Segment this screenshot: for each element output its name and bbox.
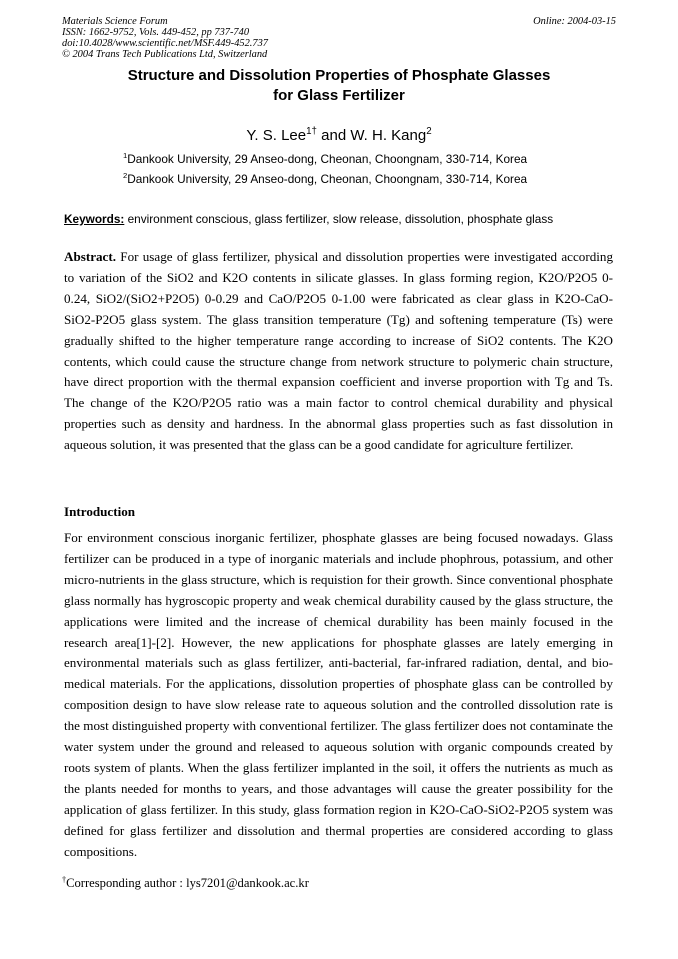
affiliation-1-sup: 1 xyxy=(123,151,128,161)
footnote-text: Corresponding author : lys7201@dankook.ac.kr xyxy=(66,876,309,890)
keywords-label: Keywords: xyxy=(64,212,125,226)
affiliation-2-sup: 2 xyxy=(123,171,128,181)
author-2-sup: 2 xyxy=(426,126,432,137)
affiliation-1 xyxy=(123,152,527,166)
affiliation-2-text: Dankook University, 29 Anseo-dong, Cheonan, Choongnam, 330-714, Korea xyxy=(127,172,528,186)
abstract-label: Abstract. xyxy=(64,249,116,264)
online-date: Online: 2004-03-15 xyxy=(533,16,616,27)
keywords xyxy=(64,212,553,226)
title-line-1: Structure and Dissolution Properties of Phosphate Glasses xyxy=(127,67,551,84)
keywords-text: environment conscious, glass fertilizer, slow release, dissolution, phosphate glass xyxy=(124,212,554,226)
author-2: and W. H. Kang xyxy=(316,127,427,144)
journal-name: Materials Science Forum xyxy=(62,16,168,27)
footnote xyxy=(62,876,309,891)
doi-line: doi:10.4028/www.scientific.net/MSF.449-452.737 xyxy=(62,38,268,49)
abstract-text: For usage of glass fertilizer, physical and dissolution properties were investigated according to variation of the SiO2 and K2O contents in silicate glasses. In glass forming region, K2O/P2O5 0-0.24, SiO2/(SiO2+P2O5) 0-0.29 and CaO/P2O5 0-1.00 were fabricated as clear glass in K2O-CaO-SiO2-P2O5 glass system. The glass transition temperature (Tg) and softening temperature (Ts) were gradually shifted to the higher temperature range according to increase of SiO2 contents. The K2O contents, which could cause the structure change from network structure to polymeric chain structure, have direct proportion with the thermal expansion coefficient and inverse proportion with Tg and Ts. The change of the K2O/P2O5 ratio was a main factor to control chemical durability and physical properties such as density and hardness. In the abnormal glass properties such as fast dissolution in aqueous solution, it was presented that the glass can be a good candidate for agriculture fertilizer. xyxy=(64,249,613,453)
affiliation-2 xyxy=(123,172,527,186)
authors xyxy=(60,127,618,144)
copyright-line: © 2004 Trans Tech Publications Ltd, Switzerland xyxy=(62,49,268,60)
footnote-mark: † xyxy=(62,874,67,884)
affiliation-1-text: Dankook University, 29 Anseo-dong, Cheonan, Choongnam, 330-714, Korea xyxy=(127,152,528,166)
abstract xyxy=(64,247,613,456)
introduction-text: For environment conscious inorganic fertilizer, phosphate glasses are being focused nowadays. Glass fertilizer can be produced in a type of inorganic materials and include phophrous, potassium, and other micro-nutrients in the glass structure, which is requistion for their growth. Since conventional phosphate glass normally has hygroscopic property and weak chemical durability caused by the glass structure, the applications were limited and the increase of chemical durability has been mainly focused in the research area[1]-[2]. However, the new applications for phosphate glasses are lately emerging in environmental materials such as glass fertilizer, anti-bacterial, far-infrared radiation, dental, and bio-medical materials. For the applications, dissolution properties of phosphate glass can be controlled by composition design to have slow release rate to aqueous solution and the controlled dissolution rate is the most distinguished property with conventional fertilizer. The glass fertilizer does not contaminate the water system under the ground and released to aqueous solution with organic compounds created by roots system of plants. When the glass fertilizer implanted in the soil, it offers the nutrients as much as the plants needed for months to years, and those advantages will cause the greater possibility for the application of glass fertilizer. In this study, glass formation region in K2O-CaO-SiO2-P2O5 system was defined for glass fertilizer and dissolution and thermal properties are considered according to glass compositions. xyxy=(64,530,613,859)
author-1-sup: 1† xyxy=(306,126,317,137)
author-1: Y. S. Lee xyxy=(246,127,307,144)
paper-title xyxy=(60,66,618,106)
title-line-2: for Glass Fertilizer xyxy=(273,87,405,104)
introduction-heading: Introduction xyxy=(64,504,136,519)
issn-line: ISSN: 1662-9752, Vols. 449-452, pp 737-740 xyxy=(62,27,250,38)
